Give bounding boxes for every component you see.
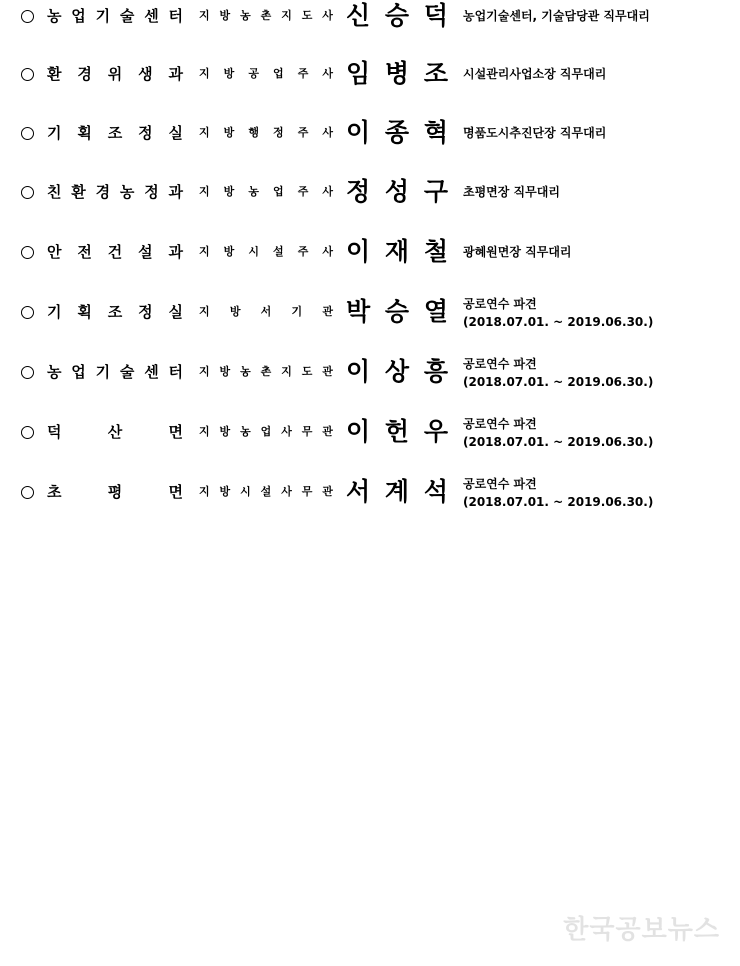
department-char: 과 bbox=[168, 183, 183, 201]
watermark-logo: 한국공보뉴스 bbox=[563, 915, 720, 945]
rank-char: 농 bbox=[240, 365, 251, 378]
rank-char: 사 bbox=[322, 245, 333, 258]
person-name-char: 종 bbox=[384, 118, 410, 147]
department-char: 면 bbox=[168, 483, 183, 501]
rank-char: 촌 bbox=[260, 365, 272, 378]
rank-char: 지 bbox=[281, 9, 292, 22]
list-item bbox=[0, 296, 740, 336]
department-char: 면 bbox=[168, 423, 183, 441]
rank-char: 방 bbox=[219, 485, 231, 498]
rank bbox=[199, 425, 333, 439]
person-name-char: 우 bbox=[423, 417, 448, 446]
department-char: 조 bbox=[107, 303, 123, 321]
department-char: 기 bbox=[95, 7, 111, 25]
department-char: 농 bbox=[47, 7, 62, 25]
rank-char: 사 bbox=[281, 425, 292, 438]
rank-char: 주 bbox=[297, 245, 309, 258]
assignment-note: 초평면장 직무대리 bbox=[463, 185, 560, 199]
department-char: 농 bbox=[119, 183, 135, 201]
department-char: 생 bbox=[138, 65, 153, 83]
department-char: 업 bbox=[71, 363, 86, 381]
person-name-char: 계 bbox=[384, 477, 410, 506]
department-char: 초 bbox=[47, 483, 62, 501]
department-char: 업 bbox=[71, 7, 86, 25]
assignment-note: 공로연수 파견 bbox=[463, 477, 537, 491]
department bbox=[47, 483, 183, 501]
department-char: 건 bbox=[107, 243, 123, 261]
circle-bullet-icon bbox=[21, 366, 34, 379]
rank-char: 지 bbox=[199, 126, 210, 139]
rank-char: 지 bbox=[199, 185, 210, 198]
department-char: 전 bbox=[77, 243, 92, 261]
rank bbox=[199, 305, 333, 319]
person-name-char: 임 bbox=[346, 59, 371, 88]
assignment-note: 시설관리사업소장 직무대리 bbox=[463, 67, 607, 81]
circle-bullet-icon bbox=[21, 306, 34, 319]
department-char: 환 bbox=[71, 183, 86, 201]
rank bbox=[199, 365, 333, 379]
department-char: 술 bbox=[119, 363, 135, 381]
department bbox=[47, 243, 183, 261]
person-name bbox=[346, 119, 448, 147]
rank-char: 사 bbox=[322, 126, 333, 139]
person-name-char: 승 bbox=[384, 297, 410, 326]
department-char: 설 bbox=[138, 243, 153, 261]
list-item bbox=[0, 476, 740, 516]
department-char: 경 bbox=[77, 65, 92, 83]
rank-char: 농 bbox=[240, 9, 251, 22]
rank-char: 사 bbox=[322, 185, 333, 198]
department-char: 과 bbox=[168, 65, 183, 83]
rank-char: 설 bbox=[260, 485, 272, 498]
rank-char: 방 bbox=[223, 185, 235, 198]
rank-char: 관 bbox=[322, 305, 333, 318]
rank bbox=[199, 185, 333, 199]
assignment-note: 공로연수 파견 bbox=[463, 357, 537, 371]
assignment-note: 명품도시추진단장 직무대리 bbox=[463, 126, 607, 140]
list-item bbox=[0, 356, 740, 396]
person-name-char: 재 bbox=[384, 237, 410, 266]
department-char: 위 bbox=[107, 65, 123, 83]
department bbox=[47, 303, 183, 321]
rank-char: 농 bbox=[248, 185, 259, 198]
rank-char: 도 bbox=[301, 9, 313, 22]
department-char: 센 bbox=[144, 363, 159, 381]
rank-char: 사 bbox=[322, 67, 333, 80]
person-name-char: 흥 bbox=[423, 357, 448, 386]
department-char: 실 bbox=[168, 124, 183, 142]
list-item bbox=[0, 416, 740, 456]
person-name-char: 혁 bbox=[423, 118, 448, 147]
rank-char: 주 bbox=[297, 126, 309, 139]
assignment-note: 농업기술센터, 기술담당관 직무대리 bbox=[463, 9, 650, 23]
rank-char: 도 bbox=[301, 365, 313, 378]
person-name-char: 석 bbox=[423, 477, 448, 506]
department-char: 정 bbox=[138, 303, 153, 321]
department-char: 정 bbox=[138, 124, 153, 142]
rank-char: 방 bbox=[223, 67, 235, 80]
department bbox=[47, 124, 183, 142]
assignment-note: 공로연수 파견 bbox=[463, 297, 537, 311]
rank-char: 공 bbox=[248, 67, 259, 80]
circle-bullet-icon bbox=[21, 127, 34, 140]
rank-char: 방 bbox=[219, 365, 231, 378]
person-name-char: 박 bbox=[346, 297, 371, 326]
department-char: 획 bbox=[77, 124, 92, 142]
rank-char: 방 bbox=[219, 9, 231, 22]
rank-char: 기 bbox=[291, 305, 303, 318]
rank-char: 업 bbox=[273, 67, 284, 80]
person-name-char: 조 bbox=[423, 59, 448, 88]
department-char: 기 bbox=[47, 124, 62, 142]
rank-char: 행 bbox=[248, 126, 259, 139]
assignment-note: (2018.07.01. ~ 2019.06.30.) bbox=[463, 375, 654, 389]
person-name-char: 덕 bbox=[423, 1, 448, 30]
person-name bbox=[346, 238, 448, 266]
department bbox=[47, 65, 183, 83]
rank-char: 사 bbox=[322, 9, 333, 22]
department-char: 농 bbox=[47, 363, 62, 381]
list-item bbox=[0, 176, 740, 216]
assignment-note: (2018.07.01. ~ 2019.06.30.) bbox=[463, 495, 654, 509]
list-item bbox=[0, 117, 740, 157]
department-char: 과 bbox=[168, 243, 183, 261]
rank-char: 업 bbox=[260, 425, 272, 438]
department bbox=[47, 423, 183, 441]
rank-char: 시 bbox=[248, 245, 259, 258]
rank-char: 관 bbox=[322, 425, 333, 438]
rank-char: 지 bbox=[199, 485, 210, 498]
circle-bullet-icon bbox=[21, 10, 34, 23]
department bbox=[47, 7, 183, 25]
rank-char: 주 bbox=[297, 185, 309, 198]
rank-char: 업 bbox=[273, 185, 284, 198]
department bbox=[47, 363, 183, 381]
person-name bbox=[346, 478, 448, 506]
department-char: 실 bbox=[168, 303, 183, 321]
person-name bbox=[346, 2, 448, 30]
circle-bullet-icon bbox=[21, 486, 34, 499]
rank-char: 촌 bbox=[260, 9, 272, 22]
rank-char: 시 bbox=[240, 485, 251, 498]
department-char: 터 bbox=[168, 363, 183, 381]
department bbox=[47, 183, 183, 201]
rank bbox=[199, 245, 333, 259]
assignment-note: 광혜원면장 직무대리 bbox=[463, 245, 572, 259]
department-char: 획 bbox=[77, 303, 92, 321]
department-char: 터 bbox=[168, 7, 183, 25]
rank-char: 서 bbox=[260, 305, 272, 318]
circle-bullet-icon bbox=[21, 186, 34, 199]
person-name-char: 열 bbox=[423, 297, 448, 326]
rank-char: 주 bbox=[297, 67, 309, 80]
list-item bbox=[0, 58, 740, 98]
person-name-char: 승 bbox=[384, 1, 410, 30]
department-char: 친 bbox=[47, 183, 62, 201]
person-name-char: 상 bbox=[384, 357, 410, 386]
department-char: 정 bbox=[144, 183, 159, 201]
rank-char: 관 bbox=[322, 485, 333, 498]
person-name-char: 철 bbox=[423, 237, 448, 266]
rank-char: 무 bbox=[301, 425, 313, 438]
rank-char: 설 bbox=[273, 245, 284, 258]
rank bbox=[199, 67, 333, 81]
rank-char: 방 bbox=[219, 425, 231, 438]
rank-char: 관 bbox=[322, 365, 333, 378]
person-name bbox=[346, 178, 448, 206]
rank bbox=[199, 9, 333, 23]
assignment-note: 공로연수 파견 bbox=[463, 417, 537, 431]
circle-bullet-icon bbox=[21, 68, 34, 81]
rank-char: 방 bbox=[229, 305, 241, 318]
rank-char: 지 bbox=[199, 305, 210, 318]
rank-char: 사 bbox=[281, 485, 292, 498]
department-char: 안 bbox=[47, 243, 62, 261]
person-name-char: 헌 bbox=[384, 417, 410, 446]
department-char: 덕 bbox=[47, 423, 62, 441]
person-name-char: 구 bbox=[423, 177, 448, 206]
person-name-char: 정 bbox=[346, 177, 371, 206]
person-name bbox=[346, 358, 448, 386]
rank-char: 지 bbox=[199, 245, 210, 258]
assignment-note: (2018.07.01. ~ 2019.06.30.) bbox=[463, 315, 654, 329]
person-name-char: 병 bbox=[384, 59, 410, 88]
person-name bbox=[346, 418, 448, 446]
rank-char: 지 bbox=[199, 365, 210, 378]
list-item bbox=[0, 236, 740, 276]
department-char: 평 bbox=[107, 483, 123, 501]
department-char: 술 bbox=[119, 7, 135, 25]
rank bbox=[199, 485, 333, 499]
person-name-char: 성 bbox=[384, 177, 410, 206]
rank-char: 지 bbox=[281, 365, 292, 378]
rank-char: 농 bbox=[240, 425, 251, 438]
person-name-char: 이 bbox=[346, 237, 371, 266]
department-char: 조 bbox=[107, 124, 123, 142]
department-char: 경 bbox=[95, 183, 111, 201]
department-char: 기 bbox=[95, 363, 111, 381]
person-name-char: 이 bbox=[346, 118, 371, 147]
rank-char: 지 bbox=[199, 425, 210, 438]
person-name bbox=[346, 60, 448, 88]
list-item bbox=[0, 0, 740, 40]
rank-char: 무 bbox=[301, 485, 313, 498]
rank-char: 지 bbox=[199, 9, 210, 22]
department-char: 기 bbox=[47, 303, 62, 321]
circle-bullet-icon bbox=[21, 426, 34, 439]
rank-char: 지 bbox=[199, 67, 210, 80]
circle-bullet-icon bbox=[21, 246, 34, 259]
person-name bbox=[346, 298, 448, 326]
department-char: 환 bbox=[47, 65, 62, 83]
department-char: 센 bbox=[144, 7, 159, 25]
rank-char: 방 bbox=[223, 245, 235, 258]
rank bbox=[199, 126, 333, 140]
rank-char: 방 bbox=[223, 126, 235, 139]
department-char: 산 bbox=[107, 423, 123, 441]
person-name-char: 서 bbox=[346, 477, 371, 506]
assignment-note: (2018.07.01. ~ 2019.06.30.) bbox=[463, 435, 654, 449]
person-name-char: 신 bbox=[346, 1, 371, 30]
rank-char: 정 bbox=[273, 126, 284, 139]
person-name-char: 이 bbox=[346, 417, 371, 446]
person-name-char: 이 bbox=[346, 357, 371, 386]
